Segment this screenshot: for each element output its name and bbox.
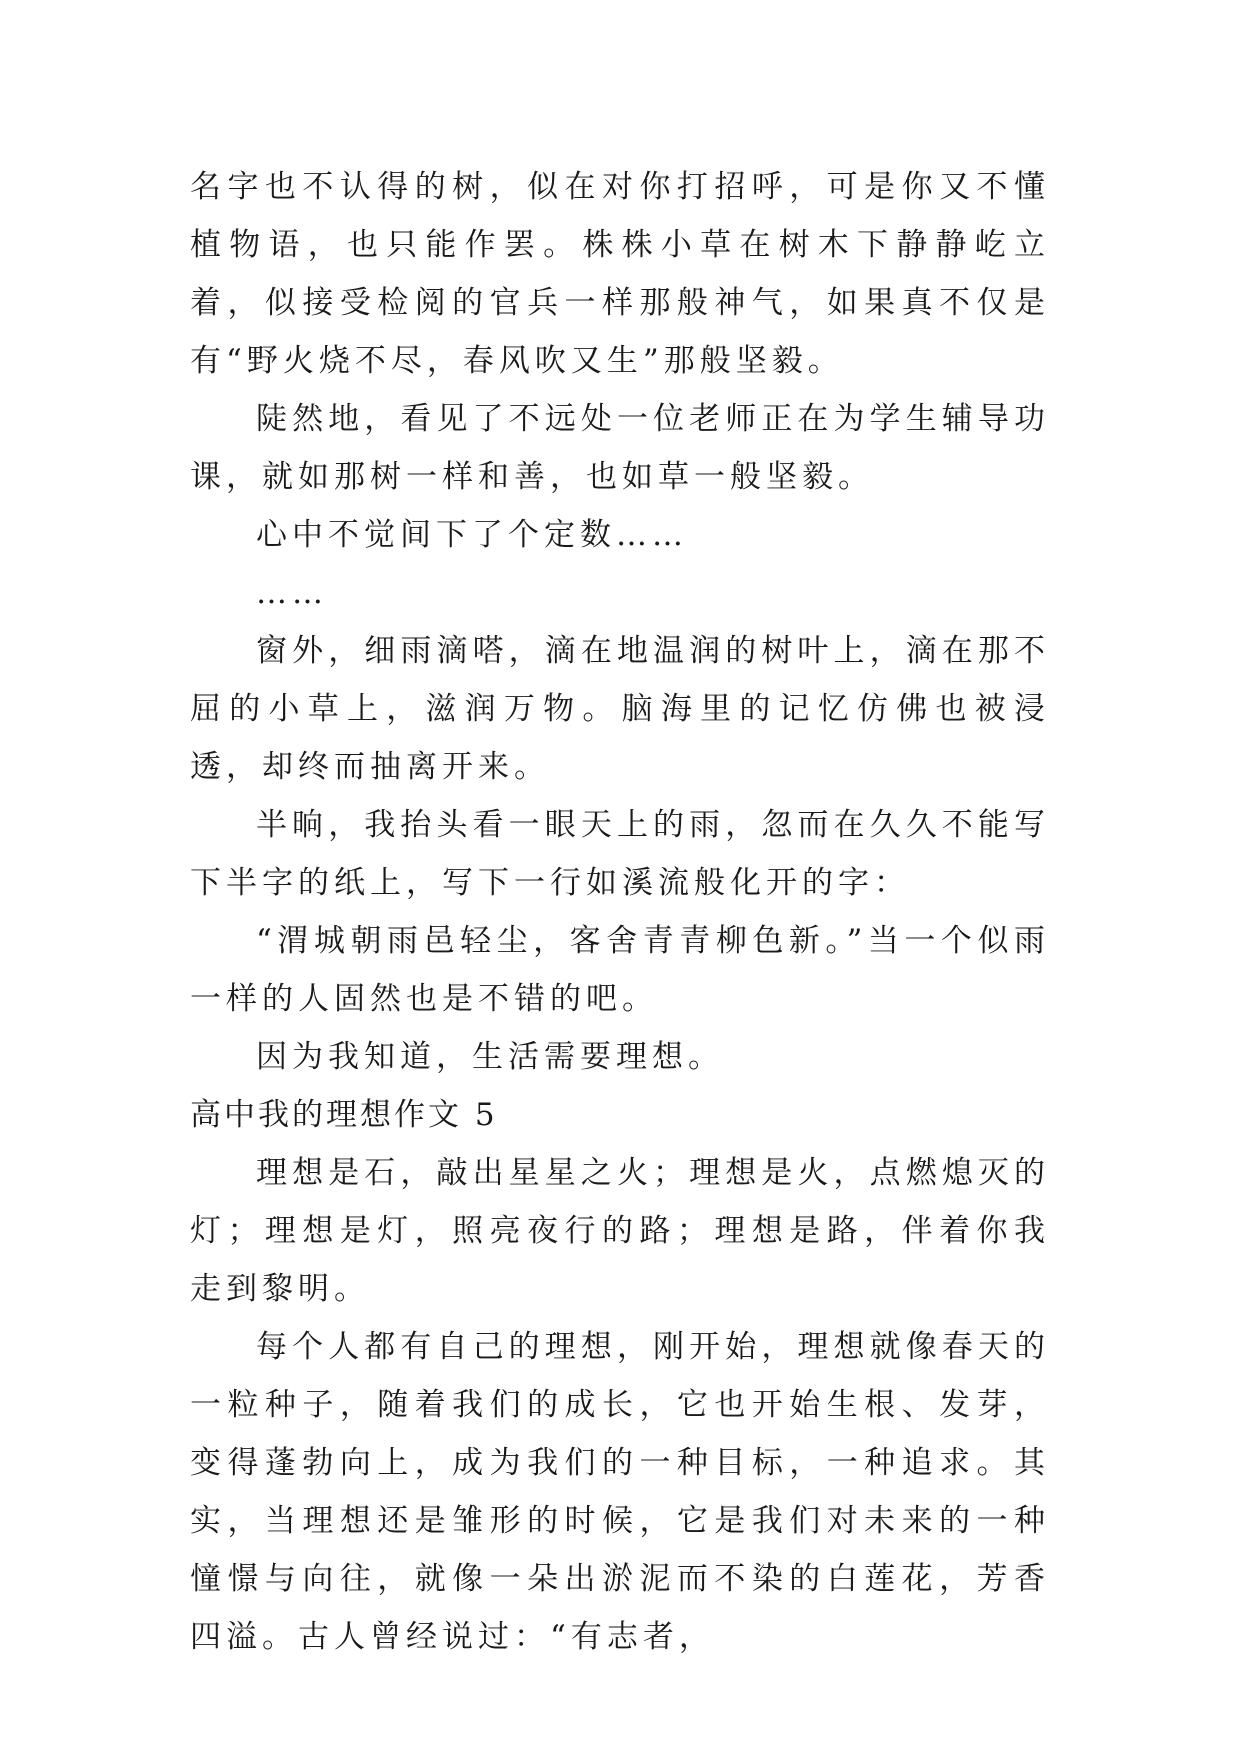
paragraph-continuation: 名字也不认得的树，似在对你打招呼，可是你又不懂植物语，也只能作罢。株株小草在树木下静静屹立着，似接受检阅的官兵一样那般神气，如果真不仅是有“野火烧不尽，春风吹又生”那般坚毅。 [190, 169, 1050, 379]
paragraph: 半晌，我抬头看一眼天上的雨，忽而在久久不能写下半字的纸上，写下一行如溪流般化开的字： [190, 807, 1050, 901]
paragraph: …… [256, 575, 328, 611]
paragraph: 理想是石，敲出星星之火；理想是火，点燃熄灭的灯；理想是灯，照亮夜行的路；理想是路，伴着你我走到黎明。 [190, 1155, 1050, 1307]
paragraph: 心中不觉间下了个定数…… [256, 517, 688, 553]
paragraph: 窗外，细雨滴嗒，滴在地温润的树叶上，滴在那不屈的小草上，滋润万物。脑海里的记忆仿佛也被浸透，却终而抽离开来。 [190, 633, 1050, 785]
section-heading: 高中我的理想作文 5 [190, 1097, 498, 1133]
document-body [190, 158, 1050, 1666]
paragraph: 陡然地，看见了不远处一位老师正在为学生辅导功课，就如那树一样和善，也如草一般坚毅。 [190, 401, 1050, 495]
paragraph: 因为我知道，生活需要理想。 [256, 1039, 724, 1075]
paragraph: “渭城朝雨邑轻尘，客舍青青柳色新。”当一个似雨一样的人固然也是不错的吧。 [190, 923, 1050, 1017]
paragraph: 每个人都有自己的理想，刚开始，理想就像春天的一粒种子，随着我们的成长，它也开始生根、发芽，变得蓬勃向上，成为我们的一种目标，一种追求。其实，当理想还是雏形的时候，它是我们对未来的一种憧憬与向往，就像一朵出淤泥而不染的白莲花，芳香四溢。古人曾经说过：“有志者， [190, 1329, 1050, 1655]
